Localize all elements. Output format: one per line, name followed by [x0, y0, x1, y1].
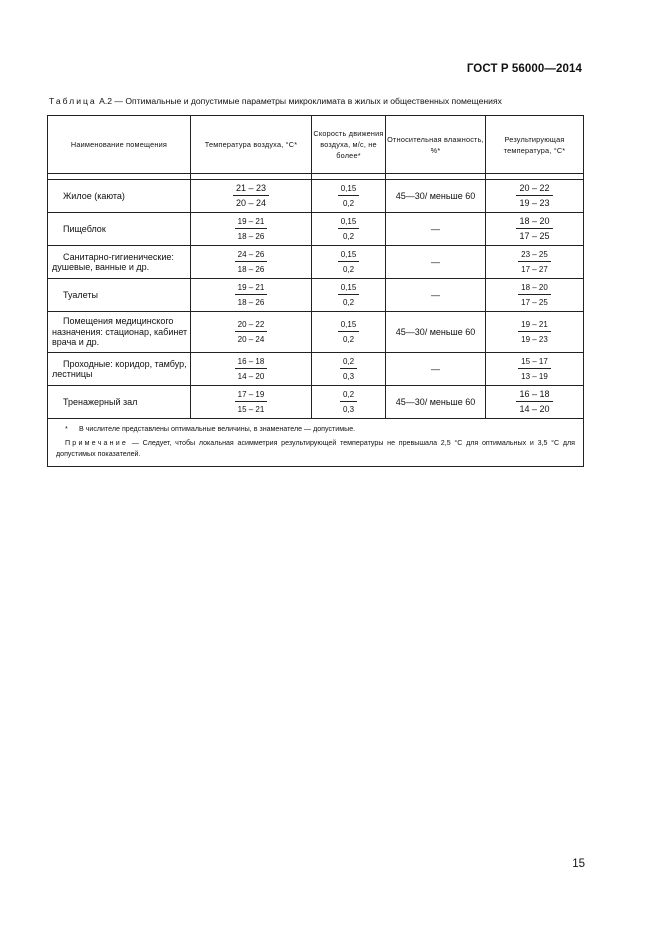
allowed-value: 20 – 24 [237, 335, 265, 344]
optimal-value: 0,2 [340, 389, 357, 402]
table-row [48, 213, 584, 246]
allowed-value: 14 – 20 [237, 372, 265, 381]
footnote: * В числителе представлены оптимальные величины, в знаменателе — допустимые. [65, 425, 356, 433]
optimal-value: 18 – 20 [518, 282, 551, 295]
optimal-value: 0,15 [338, 249, 360, 262]
table-row [48, 386, 584, 419]
col-header-air-speed: Скорость движения воздуха, м/с, не более* [312, 116, 386, 174]
table-header-row [48, 116, 584, 174]
table-body [48, 174, 584, 419]
page-number: 15 [572, 858, 585, 870]
fraction-value [486, 216, 583, 242]
optimal-value: 0,15 [338, 319, 360, 332]
table-row [48, 312, 584, 353]
optimal-value: 0,15 [338, 282, 360, 295]
allowed-value: 20 – 24 [235, 198, 267, 208]
caption-label: Таблица [49, 96, 97, 106]
humidity-cell: 45—30/ меньше 60 [386, 312, 486, 353]
optimal-value: 23 – 25 [518, 249, 551, 262]
allowed-value: 17 – 25 [521, 298, 548, 307]
allowed-value: 18 – 26 [237, 298, 265, 307]
fraction-value [312, 183, 385, 209]
result-temperature-cell [486, 180, 584, 213]
allowed-value: 0,2 [342, 265, 355, 274]
optimal-value: 19 – 21 [235, 216, 268, 229]
room-name: Пищеблок [48, 213, 191, 246]
air-speed-cell [312, 279, 386, 312]
room-name: Проходные: коридор, тамбур, лестницы [48, 353, 191, 386]
humidity-cell: — [386, 279, 486, 312]
fraction-value [486, 183, 583, 209]
temperature-cell [191, 386, 312, 419]
fraction-value [312, 282, 385, 308]
allowed-value: 0,3 [342, 405, 355, 414]
allowed-value: 18 – 26 [237, 265, 265, 274]
humidity-cell: — [386, 213, 486, 246]
fraction-value [312, 216, 385, 242]
fraction-value [191, 319, 311, 345]
optimal-value: 17 – 19 [235, 389, 268, 402]
table-caption [49, 96, 589, 106]
table-row [48, 246, 584, 279]
fraction-value [312, 356, 385, 382]
room-name: Жилое (каюта) [48, 180, 191, 213]
table-footer [48, 419, 584, 467]
optimal-value: 19 – 21 [235, 282, 268, 295]
optimal-value: 24 – 26 [235, 249, 268, 262]
air-speed-cell [312, 312, 386, 353]
temperature-cell [191, 279, 312, 312]
allowed-value: 17 – 27 [521, 265, 548, 274]
humidity-cell: 45—30/ меньше 60 [386, 386, 486, 419]
optimal-value: 19 – 21 [518, 319, 551, 332]
optimal-value: 20 – 22 [516, 183, 552, 196]
optimal-value: 18 – 20 [516, 216, 552, 229]
humidity-cell: — [386, 353, 486, 386]
standard-designation: ГОСТ Р 56000—2014 [466, 63, 582, 75]
result-temperature-cell [486, 312, 584, 353]
table-row [48, 180, 584, 213]
table-note: Примечание — Следует, чтобы локальная асимметрия результирующей температуры не превышала 2,5 °С для оптимальных и 3,5 °С для допустимых показателей. [56, 438, 575, 458]
col-header-temperature: Температура воздуха, °С* [191, 116, 312, 174]
allowed-value: 19 – 23 [519, 198, 550, 208]
optimal-value: 0,15 [338, 183, 360, 196]
humidity-cell: — [386, 246, 486, 279]
allowed-value: 0,2 [342, 298, 355, 307]
col-header-humidity: Относительная влажность, %* [386, 116, 486, 174]
fraction-value [191, 356, 311, 382]
temperature-cell [191, 353, 312, 386]
result-temperature-cell [486, 246, 584, 279]
room-name: Помещения медицинского назначения: стационар, кабинет врача и др. [48, 312, 191, 353]
result-temperature-cell [486, 279, 584, 312]
fraction-value [191, 249, 311, 275]
fraction-value [312, 389, 385, 415]
air-speed-cell [312, 180, 386, 213]
table-row [48, 353, 584, 386]
allowed-value: 0,2 [342, 199, 355, 208]
microclimate-table [47, 115, 584, 467]
optimal-value: 0,2 [340, 356, 357, 369]
fraction-value [312, 249, 385, 275]
optimal-value: 16 – 18 [516, 389, 552, 402]
fraction-value [486, 356, 583, 382]
fraction-value [312, 319, 385, 345]
fraction-value [191, 216, 311, 242]
optimal-value: 20 – 22 [235, 319, 268, 332]
air-speed-cell [312, 353, 386, 386]
fraction-value [191, 282, 311, 308]
temperature-cell [191, 312, 312, 353]
allowed-value: 14 – 20 [519, 404, 550, 414]
optimal-value: 0,15 [338, 216, 360, 229]
fraction-value [191, 183, 311, 209]
result-temperature-cell [486, 213, 584, 246]
table-row [48, 279, 584, 312]
col-header-room: Наименование помещения [48, 116, 191, 174]
room-name: Санитарно-гигиенические: душевые, ванные и др. [48, 246, 191, 279]
allowed-value: 0,3 [342, 372, 355, 381]
fraction-value [486, 389, 583, 415]
fraction-value [486, 319, 583, 345]
allowed-value: 13 – 19 [521, 372, 548, 381]
air-speed-cell [312, 246, 386, 279]
col-header-result-temperature: Результирующая температура, °С* [486, 116, 584, 174]
room-name: Туалеты [48, 279, 191, 312]
fraction-value [191, 389, 311, 415]
result-temperature-cell [486, 386, 584, 419]
fraction-value [486, 249, 583, 275]
optimal-value: 21 – 23 [233, 183, 269, 196]
temperature-cell [191, 180, 312, 213]
air-speed-cell [312, 386, 386, 419]
humidity-cell: 45—30/ меньше 60 [386, 180, 486, 213]
temperature-cell [191, 213, 312, 246]
allowed-value: 17 – 25 [519, 231, 550, 241]
allowed-value: 0,2 [342, 335, 355, 344]
caption-text: А.2 — Оптимальные и допустимые параметры микроклимата в жилых и общественных помещениях [99, 96, 502, 106]
temperature-cell [191, 246, 312, 279]
allowed-value: 19 – 23 [521, 335, 548, 344]
allowed-value: 0,2 [342, 232, 355, 241]
optimal-value: 15 – 17 [518, 356, 551, 369]
fraction-value [486, 282, 583, 308]
optimal-value: 16 – 18 [235, 356, 268, 369]
room-name: Тренажерный зал [48, 386, 191, 419]
allowed-value: 15 – 21 [237, 405, 265, 414]
allowed-value: 18 – 26 [237, 232, 265, 241]
result-temperature-cell [486, 353, 584, 386]
air-speed-cell [312, 213, 386, 246]
